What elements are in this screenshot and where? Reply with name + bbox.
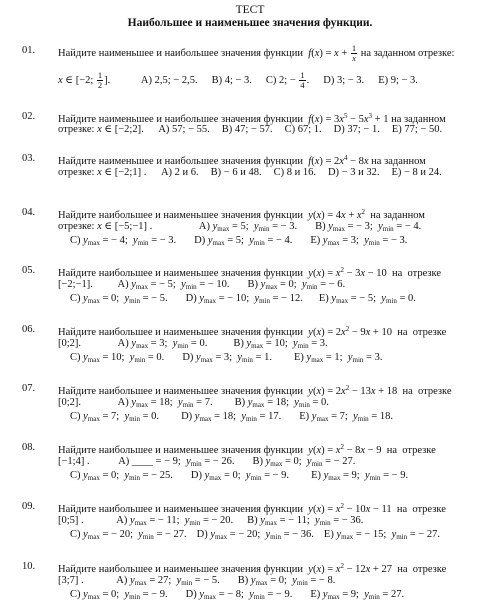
answer-options: [0;2]. A) $y_{max} = 18$; $y_{min} = 7$. B) $y_{max} = 18$; $y_{min} = 0$. xyxy=(58,397,329,409)
answer-options: [−1;4] . A) ____ = − 9; $y_{min}$ = − 26. B) $y_{max} = 0$; $y_{min}$ = − 27. xyxy=(58,456,356,468)
answer-options: C) $y_{max} = 0$; $y_{min}$ = − 25. D) $y_{max} = 0$; $y_{min}$ = − 9. E) $y_{max} = 9$; $y_{min}$ = − 9. xyxy=(70,470,409,482)
question-number: 08. xyxy=(22,442,36,453)
answer-options: C) $y_{max} = 10$; $y_{min} = 0$. D) $y_{max} = 3$; $y_{min} = 1$. E) $y_{max} = 1$; $y_{min} = 3$. xyxy=(70,352,383,364)
question-line: Найдите наибольшее и наименьшее значения функции $y(x) = x^2 - 10x - 11$ на отрезке xyxy=(58,502,446,515)
question-line: Найдите наименьшее и наибольшее значения функции $f(x) = 2x^4 - 8x$ на заданном xyxy=(58,154,426,167)
question-number: 10. xyxy=(22,561,36,572)
question-line: Найдите наибольшее и наименьшее значения функции $y(x) = x^2 - 12x + 27$ на отрезке xyxy=(58,562,447,575)
question-line: Найдите наименьшее и наибольшее значения функции $f(x) = 3x^5 - 5x^3 + 1$ на заданном xyxy=(58,112,446,125)
question-number: 02. xyxy=(22,111,36,122)
question-line: Найдите наибольшее и наименьшее значения функции $y(x) = 2x^2 - 9x + 10$ на отрезке xyxy=(58,325,447,338)
question-number: 01. xyxy=(22,45,36,56)
question-number: 04. xyxy=(22,207,36,218)
answer-options: C) $y_{max} = 0$; $y_{min}$ = − 5. D) $y_{max}$ = − 10; $y_{min}$ = − 12. E) $y_{max}$ = − 5; $y_{min} = 0$. xyxy=(70,293,416,305)
answer-options: отрезке: x ∈ [−2;2]. A) 57; − 55. B) 47; − 57. C) 67; 1. D) 37; − 1. E) 77; − 50. xyxy=(58,124,443,135)
question-line: Найдите наибольшее и наименьшее значения функции $y(x) = x^2 - 3x - 10$ на отрезке xyxy=(58,266,442,279)
answer-options: отрезке: x ∈ [−2;1] . A) 2 и 6. B) − 6 и 48. C) 8 и 16. D) − 3 и 32. E) − 8 и 24. xyxy=(58,167,442,178)
answer-options: [0;5] . A) $y_{max}$ = − 11; $y_{min}$ = − 20. B) $y_{max}$ = − 11; $y_{min}$ = − 36. xyxy=(58,515,364,527)
question-line: Найдите наибольшее и наименьшее значения функции $y(x) = x^2 - 8x - 9$ на отрезке xyxy=(58,443,436,456)
answer-options: C) $y_{max} = 0$; $y_{min}$ = − 9. D) $y_{max}$ = − 8; $y_{min}$ = − 9. E) $y_{max} = 9$; $y_{min} = 27$. xyxy=(70,589,405,601)
answer-options: отрезке: x ∈ [−5;−1] . A) $y_{max} = 5$; $y_{min}$ = − 3. B) $y_{max}$ = − 3; $y_{min}$ = − 4. xyxy=(58,221,422,233)
question-number: 09. xyxy=(22,501,36,512)
answer-options: x ∈ [−2; $\frac{1}{2}$ ]. A) 2,5; − 2,5. B) 4; − 3. C) 2; − $\frac{1}{4}$ . D) 3; − 3. E) 9; − 3. xyxy=(58,70,418,90)
question-number: 03. xyxy=(22,153,36,164)
question-line: Найдите наибольшее и наименьшее значения функции $y(x) = 4x + x^2$ на заданном xyxy=(58,208,425,221)
question-line: Найдите наименьшее и наибольшее значения функции f(x) = x + $\frac{1}{x}$ на заданном отрезке: xyxy=(58,43,455,63)
answer-options: C) $y_{max}$ = − 20; $y_{min}$ = − 27. D) $y_{max}$ = − 20; $y_{min}$ = − 36. E) $y_{max}$ = − 15; $y_{min}$ = − 27. xyxy=(70,529,440,541)
answer-options: C) $y_{max}$ = − 4; $y_{min}$ = − 3. D) $y_{max} = 5$; $y_{min}$ = − 4. E) $y_{max} = 3$; $y_{min}$ = − 3. xyxy=(70,235,408,247)
answer-options: C) $y_{max} = 7$; $y_{min} = 0$. D) $y_{max} = 18$; $y_{min} = 17$. E) $y_{max} = 7$; $y_{min} = 18$. xyxy=(70,411,393,423)
answer-options: [0;2]. A) $y_{max} = 3$; $y_{min} = 0$. B) $y_{max} = 10$; $y_{min} = 3$. xyxy=(58,338,328,350)
test-title: ТЕСТ xyxy=(235,4,265,16)
test-subtitle: Наибольшее и наименьшее значения функции. xyxy=(127,17,373,29)
answer-options: [−2;−1]. A) $y_{max}$ = − 5; $y_{min}$ = − 10. B) $y_{max} = 0$; $y_{min}$ = − 6. xyxy=(58,279,346,291)
question-number: 07. xyxy=(22,383,36,394)
question-number: 05. xyxy=(22,265,36,276)
question-number: 06. xyxy=(22,324,36,335)
answer-options: [3;7] . A) $y_{max} = 27$; $y_{min}$ = − 5. B) $y_{max} = 0$; $y_{min}$ = − 8. xyxy=(58,575,336,587)
question-line: Найдите наибольшее и наименьшее значения функции $y(x) = 2x^2 - 13x + 18$ на отрезке xyxy=(58,384,452,397)
